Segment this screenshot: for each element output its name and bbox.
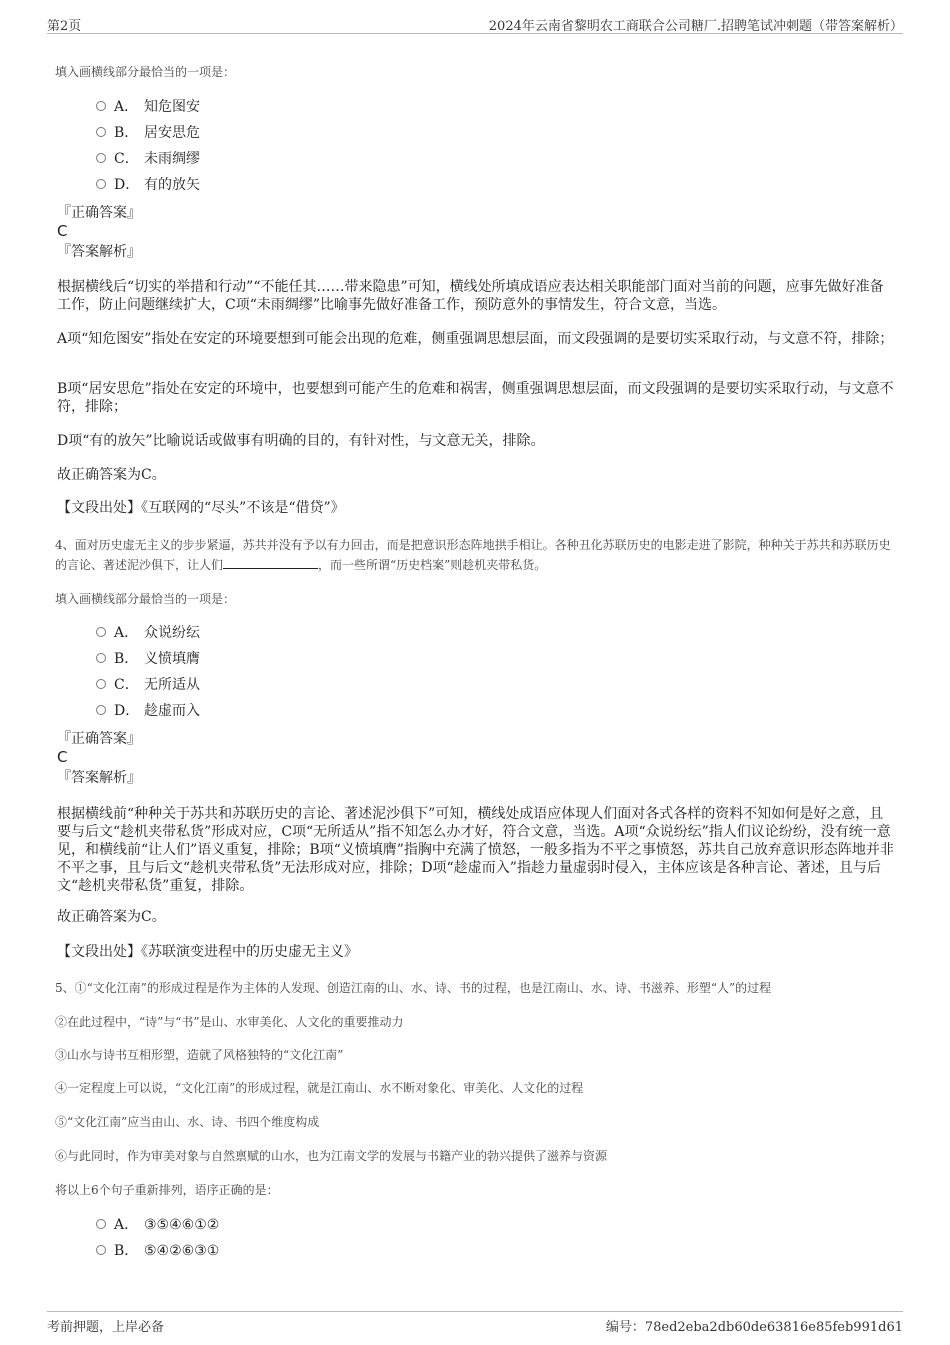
- option-letter: B．: [114, 125, 139, 141]
- option-text: 居安思危: [144, 125, 200, 141]
- option-letter: C．: [114, 677, 139, 693]
- q5-sentence-5: ⑤“文化江南”应当由山、水、诗、书四个维度构成: [55, 1115, 320, 1129]
- q3-analysis-para-2: A项“知危图安”指处在安定的环境要想到可能会出现的危难，侧重强调思想层面，而文段强调的是要切实采取行动，与文意不符，排除；: [57, 331, 894, 347]
- radio-icon[interactable]: [96, 127, 106, 137]
- option-letter: B．: [114, 1243, 139, 1259]
- q3-prompt: 填入画横线部分最恰当的一项是：: [55, 65, 236, 79]
- q5-sentence-2: ②在此过程中，“诗”与“书”是山、水审美化、人文化的重要推动力: [55, 1015, 404, 1029]
- q5-option-b[interactable]: [96, 1241, 219, 1261]
- fill-blank: [223, 557, 318, 569]
- document-code: 编号：78ed2eba2db60de63816e85feb991d61: [605, 1320, 903, 1335]
- q5-sentence-1: 5、①“文化江南”的形成过程是作为主体的人发现、创造江南的山、水、诗、书的过程，也是江南山、水、诗、书滋养、形塑“人”的过程: [55, 981, 772, 995]
- q4-answer-label: 『正确答案』: [57, 731, 141, 747]
- option-letter: D．: [114, 703, 140, 719]
- radio-icon[interactable]: [96, 153, 106, 163]
- document-title: 2024年云南省黎明农工商联合公司糖厂.招聘笔试冲刺题（带答案解析）: [488, 19, 903, 34]
- page-footer: [47, 1311, 903, 1333]
- radio-icon[interactable]: [96, 653, 106, 663]
- radio-icon[interactable]: [96, 705, 106, 715]
- q4-stem: [55, 535, 895, 575]
- q4-stem-after: ，而一些所谓“历史档案”则趁机夹带私货。: [318, 558, 547, 572]
- option-text: 无所适从: [144, 677, 200, 693]
- radio-icon[interactable]: [96, 1245, 106, 1255]
- option-letter: A．: [114, 1217, 139, 1233]
- page-header: [47, 14, 903, 34]
- q4-stem-before: 4、面对历史虚无主义的步步紧逼，苏共并没有予以有力回击，而是把意识形态阵地拱手相让。各种丑化苏联历史的电影走进了影院，种种关于苏共和苏联历史的言论、著述泥沙俱下，让人们: [55, 538, 891, 572]
- q3-option-d[interactable]: [96, 175, 200, 195]
- q3-source: 【文段出处】《互联网的“尽头”不该是“借贷”》: [57, 500, 345, 516]
- radio-icon[interactable]: [96, 627, 106, 637]
- q3-option-b[interactable]: [96, 123, 200, 143]
- option-letter: A．: [114, 625, 139, 641]
- q3-analysis-conclusion: 故正确答案为C。: [57, 467, 166, 483]
- option-text: 义愤填膺: [144, 651, 200, 667]
- q3-option-a[interactable]: [96, 97, 200, 117]
- option-text: 众说纷纭: [144, 625, 200, 641]
- radio-icon[interactable]: [96, 179, 106, 189]
- q4-answer: C: [57, 748, 68, 766]
- q4-option-c[interactable]: [96, 675, 200, 695]
- q3-analysis-para-4: D项“有的放矢”比喻说话或做事有明确的目的，有针对性，与文意无关，排除。: [57, 433, 545, 449]
- option-text: ⑤④②⑥③①: [144, 1243, 220, 1259]
- q3-analysis-label: 『答案解析』: [57, 244, 141, 260]
- q5-option-a[interactable]: [96, 1215, 219, 1235]
- q4-analysis-conclusion: 故正确答案为C。: [57, 909, 166, 925]
- q5-prompt: 将以上6个句子重新排列，语序正确的是：: [55, 1183, 279, 1197]
- q4-option-d[interactable]: [96, 701, 200, 721]
- radio-icon[interactable]: [96, 101, 106, 111]
- q5-sentence-3: ③山水与诗书互相形塑，造就了风格独特的“文化江南”: [55, 1048, 344, 1062]
- footer-slogan: 考前押题，上岸必备: [47, 1320, 165, 1335]
- q3-option-c[interactable]: [96, 149, 200, 169]
- option-text: 未雨绸缪: [144, 151, 200, 167]
- option-letter: B．: [114, 651, 139, 667]
- q5-sentence-6: ⑥与此同时，作为审美对象与自然禀赋的山水，也为江南文学的发展与书籍产业的勃兴提供了滋养与资源: [55, 1149, 608, 1163]
- q4-option-b[interactable]: [96, 649, 200, 669]
- q3-answer: C: [57, 222, 68, 240]
- q4-prompt: 填入画横线部分最恰当的一项是：: [55, 592, 236, 606]
- q3-analysis-para-1: 根据横线后“切实的举措和行动”“不能任其……带来隐患”可知，横线处所填成语应表达相关职能部门面对当前的问题，应事先做好准备工作，防止问题继续扩大，C项“未雨绸缪”比喻事先做好准备工作，预防意外的事情发生，符合文意，当选。: [57, 279, 884, 313]
- option-text: 趁虚而入: [144, 703, 200, 719]
- option-text: 知危图安: [144, 99, 200, 115]
- q4-analysis-label: 『答案解析』: [57, 770, 141, 786]
- option-letter: A．: [114, 99, 139, 115]
- q4-source: 【文段出处】《苏联演变进程中的历史虚无主义》: [57, 944, 358, 960]
- radio-icon[interactable]: [96, 1219, 106, 1229]
- q5-sentence-4: ④一定程度上可以说，“文化江南”的形成过程，就是江南山、水不断对象化、审美化、人文化的过程: [55, 1081, 584, 1095]
- q4-option-a[interactable]: [96, 623, 200, 643]
- q4-analysis-para-1: 根据横线前“种种关于苏共和苏联历史的言论、著述泥沙俱下”可知，横线处成语应体现人们面对各式各样的资料不知如何是好之意，且要与后文“趁机夹带私货”形成对应，C项“无所适从”指不知怎么办才好，符合文意，当选。A项“众说纷纭”指人们议论纷纷，没有统一意见，和横线前“让人们”语义重复，排除；B项“义愤填膺”指胸中充满了愤怒，一般多指为不平之事愤怒，苏共自己放弃意识形态阵地并非不平之事，且与后文“趁机夹带私货”无法形成对应，排除；D项“趁虚而入”指趁力量虚弱时侵入，主体应该是各种言论、著述，且与后文“趁机夹带私货”重复，排除。: [57, 806, 894, 894]
- q3-answer-label: 『正确答案』: [57, 205, 141, 221]
- radio-icon[interactable]: [96, 679, 106, 689]
- q3-analysis-para-3: B项“居安思危”指处在安定的环境中，也要想到可能产生的危难和祸害，侧重强调思想层面，而文段强调的是要切实采取行动，与文意不符，排除；: [57, 381, 894, 415]
- option-letter: D．: [114, 177, 140, 193]
- option-letter: C．: [114, 151, 139, 167]
- page-number: 第2页: [47, 19, 82, 34]
- option-text: 有的放矢: [144, 177, 200, 193]
- option-text: ③⑤④⑥①②: [144, 1217, 220, 1233]
